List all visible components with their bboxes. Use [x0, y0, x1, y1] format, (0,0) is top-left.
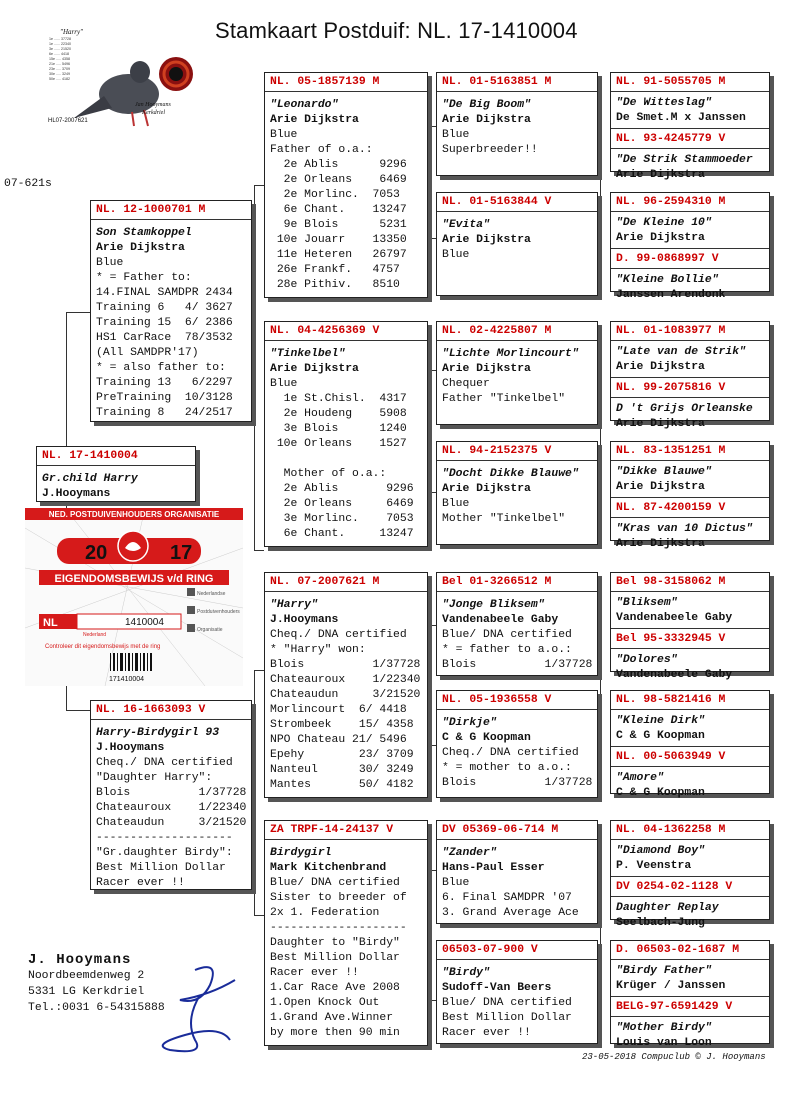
- card-info-line: Blue: [442, 129, 470, 141]
- pigeon-name: "Kras van 10 Dictus": [616, 523, 753, 535]
- card-info-line: * = father to a.o.:: [442, 644, 572, 656]
- card-info-line: 6e Chant. 13247: [270, 528, 414, 540]
- ring-number: Bel 95-3332945 V: [611, 631, 769, 649]
- photo-owner-1: Jan Hooymans: [135, 102, 171, 108]
- card-info-line: by more then 90 min: [270, 1027, 400, 1039]
- connector: [430, 370, 431, 492]
- ring-number: NL. 93-4245779 V: [611, 131, 769, 149]
- card-info-line: Strombeek 15/ 4358: [270, 719, 414, 731]
- card-info-line: Blue/ DNA certified: [442, 629, 572, 641]
- card-info-line: PreTraining 10/3128: [96, 392, 233, 404]
- card-info-line: 2e Houdeng 5908: [270, 408, 407, 420]
- card-info-line: * = mother to a.o.:: [442, 762, 572, 774]
- cert-ring-number: 1410004: [125, 617, 164, 628]
- ring-number: NL. 05-1857139 M: [265, 75, 427, 92]
- card-info-line: Mother "Tinkelbel": [442, 513, 566, 525]
- ring-number: D. 99-0868997 V: [611, 251, 769, 269]
- ring-number: NL. 02-4225807 M: [437, 324, 597, 341]
- card-info-line: 11e Heteren 26797: [270, 249, 407, 261]
- ring-number: NL. 00-5063949 V: [611, 749, 769, 767]
- card-info-line: Racer ever !!: [270, 967, 359, 979]
- ring-number: NL. 94-2152375 V: [437, 444, 597, 461]
- card-info-line: * = also father to:: [96, 362, 226, 374]
- card-g3[interactable]: [610, 321, 770, 430]
- ring-number: NL. 87-4200159 V: [611, 500, 769, 518]
- card-info-line: "Daughter Harry":: [96, 772, 213, 784]
- connector: [254, 185, 264, 186]
- card-info-line: 2e Morlinc. 7053: [270, 189, 400, 201]
- card-info-line: 1.Open Knock Out: [270, 997, 380, 1009]
- cert-footer-text: Controleer dit eigendomsbewijs met de ring: [45, 644, 161, 650]
- pigeon-name: "Tinkelbel": [270, 348, 346, 360]
- ring-number: NL. 04-1362258 M: [611, 823, 769, 840]
- ring-number: NL. 16-1663093 V: [91, 703, 251, 720]
- owner-name: P. Veenstra: [616, 860, 692, 872]
- card-info-line: 2e Orleans 6469: [270, 174, 407, 186]
- pigeon-name: "Docht Dikke Blauwe": [442, 468, 579, 480]
- pigeon-name: "Harry": [270, 599, 318, 611]
- card-g4[interactable]: [610, 441, 770, 550]
- pigeon-name: "Late van de Strik": [616, 346, 746, 358]
- card-info-line: Blue: [96, 257, 124, 269]
- card-info-line: NPO Chateau 21/ 5496: [270, 734, 407, 746]
- owner-name: Arie Dijkstra: [270, 363, 359, 375]
- connector: [254, 915, 264, 916]
- card-dss[interactable]: [436, 572, 598, 676]
- owner-name: Arie Dijkstra: [616, 169, 705, 181]
- svg-text:50e ..... 4182: 50e ..... 4182: [49, 77, 70, 81]
- ring-number: ZA TRPF-14-24137 V: [265, 823, 427, 840]
- card-sdd[interactable]: [436, 441, 598, 545]
- connector: [600, 360, 601, 475]
- cert-year-left: 20: [85, 542, 108, 564]
- breeder-name: J. Hooymans: [28, 952, 132, 968]
- ring-number: Bel 01-3266512 M: [437, 575, 597, 592]
- card-info-line: 1.Car Race Ave 2008: [270, 982, 400, 994]
- owner-name: Arie Dijkstra: [616, 361, 705, 373]
- owner-name: C & G Koopman: [442, 732, 531, 744]
- svg-text:1e ...... 22340: 1e ...... 22340: [49, 42, 71, 46]
- cert-org: NED. POSTDUIVENHOUDERS ORGANISATIE: [48, 510, 220, 519]
- connector: [254, 670, 264, 671]
- pigeon-name: "Amore": [616, 772, 664, 784]
- pigeon-name: "Jonge Bliksem": [442, 599, 545, 611]
- pigeon-name: Birdygirl: [270, 847, 332, 859]
- connector: [66, 312, 90, 313]
- pigeon-name: Daughter Replay: [616, 902, 719, 914]
- card-info-line: 6. Final SAMDPR '07: [442, 892, 572, 904]
- ring-number: 06503-07-900 V: [437, 943, 597, 960]
- ring-number: NL. 01-5163844 V: [437, 195, 597, 212]
- pigeon-name: Son Stamkoppel: [96, 227, 192, 239]
- card-ddd[interactable]: [436, 940, 598, 1044]
- pigeon-name: "Evita": [442, 219, 490, 231]
- ring-number: D. 06503-02-1687 M: [611, 943, 769, 960]
- card-info-line: Blue: [442, 498, 470, 510]
- owner-name: Vandenabeele Gaby: [616, 612, 733, 624]
- photo-caption-name: "Harry": [60, 28, 83, 36]
- card-info-line: 1.Grand Ave.Winner: [270, 1012, 394, 1024]
- card-g7[interactable]: [610, 820, 770, 929]
- card-info-line: 6e Chant. 13247: [270, 204, 407, 216]
- svg-text:1e ...... 37728: 1e ...... 37728: [49, 37, 71, 41]
- card-info-line: Father of o.a.:: [270, 144, 373, 156]
- pigeon-name: "Kleine Dirk": [616, 715, 705, 727]
- card-info-line: 2x 1. Federation: [270, 907, 380, 919]
- card-info-line: 3. Grand Average Ace: [442, 907, 579, 919]
- owner-name: C & G Koopman: [616, 730, 705, 742]
- card-info-line: 3e Morlinc. 7053: [270, 513, 414, 525]
- ring-number: DV 05369-06-714 M: [437, 823, 597, 840]
- owner-name: Arie Dijkstra: [616, 418, 705, 430]
- ring-number: NL. 01-1083977 M: [611, 324, 769, 341]
- card-info-line: Training 6 4/ 3627: [96, 302, 233, 314]
- owner-name: Vandenabeele Gaby: [442, 614, 559, 626]
- pigeon-name: "Zander": [442, 847, 497, 859]
- cert-country: NL: [43, 617, 58, 629]
- ring-number: Bel 98-3158062 M: [611, 575, 769, 592]
- card-info-line: Morlincourt 6/ 4418: [270, 704, 407, 716]
- cert-side2: Postduivenhouders: [197, 609, 240, 615]
- connector: [66, 710, 90, 711]
- owner-name: C & G Koopman: [616, 787, 705, 799]
- pigeon-name: "Birdy Father": [616, 965, 712, 977]
- card-info-line: Epehy 23/ 3709: [270, 749, 414, 761]
- cert-year-right: 17: [170, 542, 193, 564]
- card-dds[interactable]: [436, 820, 598, 924]
- svg-text:3e ...... 21520: 3e ...... 21520: [49, 47, 71, 51]
- card-info-line: [270, 452, 422, 467]
- connector: [254, 185, 255, 550]
- card-info-line: 2e Orleans 6469: [270, 498, 414, 510]
- card-info-line: Blois 1/37728: [270, 659, 421, 671]
- card-info-line: Chequer: [442, 378, 490, 390]
- pigeon-name: "De Big Boom": [442, 99, 531, 111]
- owner-name: Krüger / Janssen: [616, 980, 726, 992]
- card-sss[interactable]: [436, 72, 598, 176]
- card-info-line: Chateaudun 3/21520: [96, 817, 247, 829]
- ring-number: NL. 98-5821416 M: [611, 693, 769, 710]
- card-info-line: 10e Jouarr 13350: [270, 234, 407, 246]
- photo-ring: HL07-2007621: [48, 118, 88, 124]
- card-info-line: * = Father to:: [96, 272, 192, 284]
- card-sire[interactable]: [90, 200, 252, 422]
- pigeon-name: "De Kleine 10": [616, 217, 712, 229]
- pigeon-name: "Dikke Blauwe": [616, 466, 712, 478]
- card-info-line: 14.FINAL SAMDPR 2434: [96, 287, 233, 299]
- card-info-line: 2e Ablis 9296: [270, 483, 414, 495]
- owner-name: Mark Kitchenbrand: [270, 862, 387, 874]
- pigeon-name: "Bliksem": [616, 597, 678, 609]
- connector: [430, 625, 431, 745]
- ring-number: NL. 05-1936558 V: [437, 693, 597, 710]
- svg-text:30e ..... 3249: 30e ..... 3249: [49, 72, 70, 76]
- card-info-line: 9e Blois 5231: [270, 219, 407, 231]
- card-info-line: Best Million Dollar: [96, 862, 226, 874]
- ring-number: NL. 17-1410004: [37, 449, 195, 466]
- card-info-line: Blue/ DNA certified: [442, 997, 572, 1009]
- pigeon-name: "De Strik Stammoeder: [616, 154, 753, 166]
- card-info-line: Cheq./ DNA certified: [96, 757, 233, 769]
- connector: [66, 312, 67, 448]
- breeder-tel: Tel.:0031 6-54315888: [28, 1002, 165, 1014]
- card-g5[interactable]: [610, 572, 770, 681]
- card-info-line: --------------------: [270, 922, 407, 934]
- card-info-line: 2e Ablis 9296: [270, 159, 407, 171]
- ring-number: BELG-97-6591429 V: [611, 999, 769, 1017]
- card-info-line: 26e Frankf. 4757: [270, 264, 400, 276]
- signature-icon: [140, 960, 250, 1060]
- cert-barcode-number: 171410004: [109, 676, 145, 683]
- pigeon-name: "Mother Birdy": [616, 1022, 712, 1034]
- owner-name: Vandenabeele Gaby: [616, 669, 733, 681]
- owner-name: J.Hooymans: [42, 488, 111, 500]
- connector: [254, 550, 264, 551]
- owner-name: Arie Dijkstra: [96, 242, 185, 254]
- pigeon-name: Harry-Birdygirl 93: [96, 727, 220, 739]
- card-info-line: Racer ever !!: [96, 877, 185, 889]
- card-info-line: Father "Tinkelbel": [442, 393, 566, 405]
- cert-ring-title: EIGENDOMSBEWIJS v/d RING: [54, 573, 214, 585]
- card-info-line: Blois 1/37728: [96, 787, 247, 799]
- ring-number: NL. 91-5055705 M: [611, 75, 769, 92]
- card-g1[interactable]: [610, 72, 770, 181]
- ring-number: NL. 12-1000701 M: [91, 203, 251, 220]
- cert-side3: Organisatie: [197, 627, 223, 633]
- card-info-line: (All SAMDPR'17): [96, 347, 199, 359]
- card-info-line: Blue: [270, 129, 298, 141]
- pigeon-name: "Kleine Bollie": [616, 274, 719, 286]
- owner-name: Sudoff-Van Beers: [442, 982, 552, 994]
- card-info-line: Training 8 24/2517: [96, 407, 233, 419]
- card-subject[interactable]: [36, 446, 196, 502]
- connector: [600, 612, 601, 732]
- pigeon-name: "Lichte Morlincourt": [442, 348, 579, 360]
- connector: [254, 670, 255, 915]
- page-title: Stamkaart Postduif: NL. 17-1410004: [215, 18, 578, 43]
- pigeon-name: D 't Grijs Orleanske: [616, 403, 753, 415]
- breeder-street: Noordbeemdenweg 2: [28, 970, 145, 982]
- ring-number: NL. 96-2594310 M: [611, 195, 769, 212]
- card-info-line: Daughter to "Birdy": [270, 937, 400, 949]
- card-info-line: 3e Blois 1240: [270, 423, 407, 435]
- photo-owner-2: Kerkdriel: [142, 110, 165, 116]
- owner-name: J.Hooymans: [96, 742, 165, 754]
- pigeon-name: "Dirkje": [442, 717, 497, 729]
- card-g8[interactable]: [610, 940, 770, 1049]
- svg-text:23e ..... 3709: 23e ..... 3709: [49, 67, 70, 71]
- card-info-line: Best Million Dollar: [442, 1012, 572, 1024]
- pigeon-name: "De Witteslag": [616, 97, 712, 109]
- pigeon-name: Gr.child Harry: [42, 473, 138, 485]
- owner-name: Arie Dijkstra: [616, 481, 705, 493]
- card-info-line: Blue/ DNA certified: [270, 877, 400, 889]
- owner-name: Hans-Paul Esser: [442, 862, 545, 874]
- svg-text:15e ..... 4358: 15e ..... 4358: [49, 57, 70, 61]
- card-info-line: Training 13 6/2297: [96, 377, 233, 389]
- card-dsd[interactable]: [436, 690, 598, 798]
- card-info-line: Blois 1/37728: [442, 659, 593, 671]
- card-info-line: 28e Pithiv. 8510: [270, 279, 400, 291]
- card-info-line: Best Million Dollar: [270, 952, 400, 964]
- card-info-line: Mother of o.a.:: [270, 468, 387, 480]
- card-dam[interactable]: [90, 700, 252, 890]
- owner-name: Arie Dijkstra: [442, 114, 531, 126]
- owner-name: Seelbach-Jung: [616, 917, 705, 929]
- pigeon-name: "Birdy": [442, 967, 490, 979]
- card-info-line: Training 15 6/ 2386: [96, 317, 233, 329]
- card-info-line: Blue: [442, 249, 470, 261]
- card-info-line: 10e Orleans 1527: [270, 438, 407, 450]
- ring-number: DV 0254-02-1128 V: [611, 879, 769, 897]
- reference-code: 07-621s: [4, 178, 52, 190]
- card-info-line: Chateaudun 3/21520: [270, 689, 421, 701]
- ring-number: NL. 01-5163851 M: [437, 75, 597, 92]
- card-dam-sire[interactable]: [264, 572, 428, 798]
- card-info-line: HS1 CarRace 78/3532: [96, 332, 233, 344]
- pigeon-name: "Dolores": [616, 654, 678, 666]
- card-info-line: "Gr.daughter Birdy":: [96, 847, 233, 859]
- card-sire-sire[interactable]: [264, 72, 428, 298]
- owner-name: Janssen Arendonk: [616, 289, 726, 301]
- connector: [430, 870, 431, 1000]
- ring-number: NL. 99-2075816 V: [611, 380, 769, 398]
- card-dam-dam[interactable]: [264, 820, 428, 1046]
- card-info-line: Chateauroux 1/22340: [270, 674, 421, 686]
- owner-name: Arie Dijkstra: [442, 234, 531, 246]
- card-info-line: Nanteul 30/ 3249: [270, 764, 414, 776]
- owner-name: Louis van Loon: [616, 1037, 712, 1049]
- owner-name: Arie Dijkstra: [442, 483, 531, 495]
- card-info-line: Sister to breeder of: [270, 892, 407, 904]
- card-info-line: * "Harry" won:: [270, 644, 366, 656]
- connector: [600, 236, 601, 246]
- owner-name: Arie Dijkstra: [442, 363, 531, 375]
- card-info-line: Mantes 50/ 4182: [270, 779, 414, 791]
- card-info-line: Blue: [270, 378, 298, 390]
- card-info-line: Blois 1/37728: [442, 777, 593, 789]
- card-info-line: Cheq./ DNA certified: [442, 747, 579, 759]
- ring-certificate: [25, 508, 243, 686]
- card-sire-dam[interactable]: [264, 321, 428, 547]
- card-sds[interactable]: [436, 321, 598, 425]
- owner-name: De Smet.M x Janssen: [616, 112, 746, 124]
- ring-number: NL. 83-1351251 M: [611, 444, 769, 461]
- page-footer: 23-05-2018 Compuclub © J. Hooymans: [582, 1052, 766, 1062]
- card-ssd[interactable]: [436, 192, 598, 296]
- card-info-line: Blue: [442, 877, 470, 889]
- card-g6[interactable]: [610, 690, 770, 799]
- ring-number: NL. 07-2007621 M: [265, 575, 427, 592]
- owner-name: Arie Dijkstra: [616, 232, 705, 244]
- pigeon-name: "Leonardo": [270, 99, 339, 111]
- connector: [600, 115, 601, 215]
- ring-number: NL. 04-4256369 V: [265, 324, 427, 341]
- pigeon-name: "Diamond Boy": [616, 845, 705, 857]
- card-info-line: Chateauroux 1/22340: [96, 802, 247, 814]
- card-g2[interactable]: [610, 192, 770, 301]
- cert-side1: Nederlandse: [197, 591, 226, 597]
- cert-small: Nederland: [83, 632, 107, 638]
- card-info-line: Cheq./ DNA certified: [270, 629, 407, 641]
- owner-name: Arie Dijkstra: [616, 538, 705, 550]
- card-info-line: --------------------: [96, 832, 233, 844]
- card-info-line: Superbreeder!!: [442, 144, 538, 156]
- owner-name: J.Hooymans: [270, 614, 339, 626]
- connector: [600, 860, 601, 985]
- card-info-line: 1e St.Chisl. 4317: [270, 393, 407, 405]
- breeder-city: 5331 LG Kerkdriel: [28, 986, 145, 998]
- card-info-line: Racer ever !!: [442, 1027, 531, 1039]
- svg-text:6e ...... 4418: 6e ...... 4418: [49, 52, 69, 56]
- owner-name: Arie Dijkstra: [270, 114, 359, 126]
- svg-text:21e ..... 5496: 21e ..... 5496: [49, 62, 70, 66]
- connector: [430, 126, 431, 238]
